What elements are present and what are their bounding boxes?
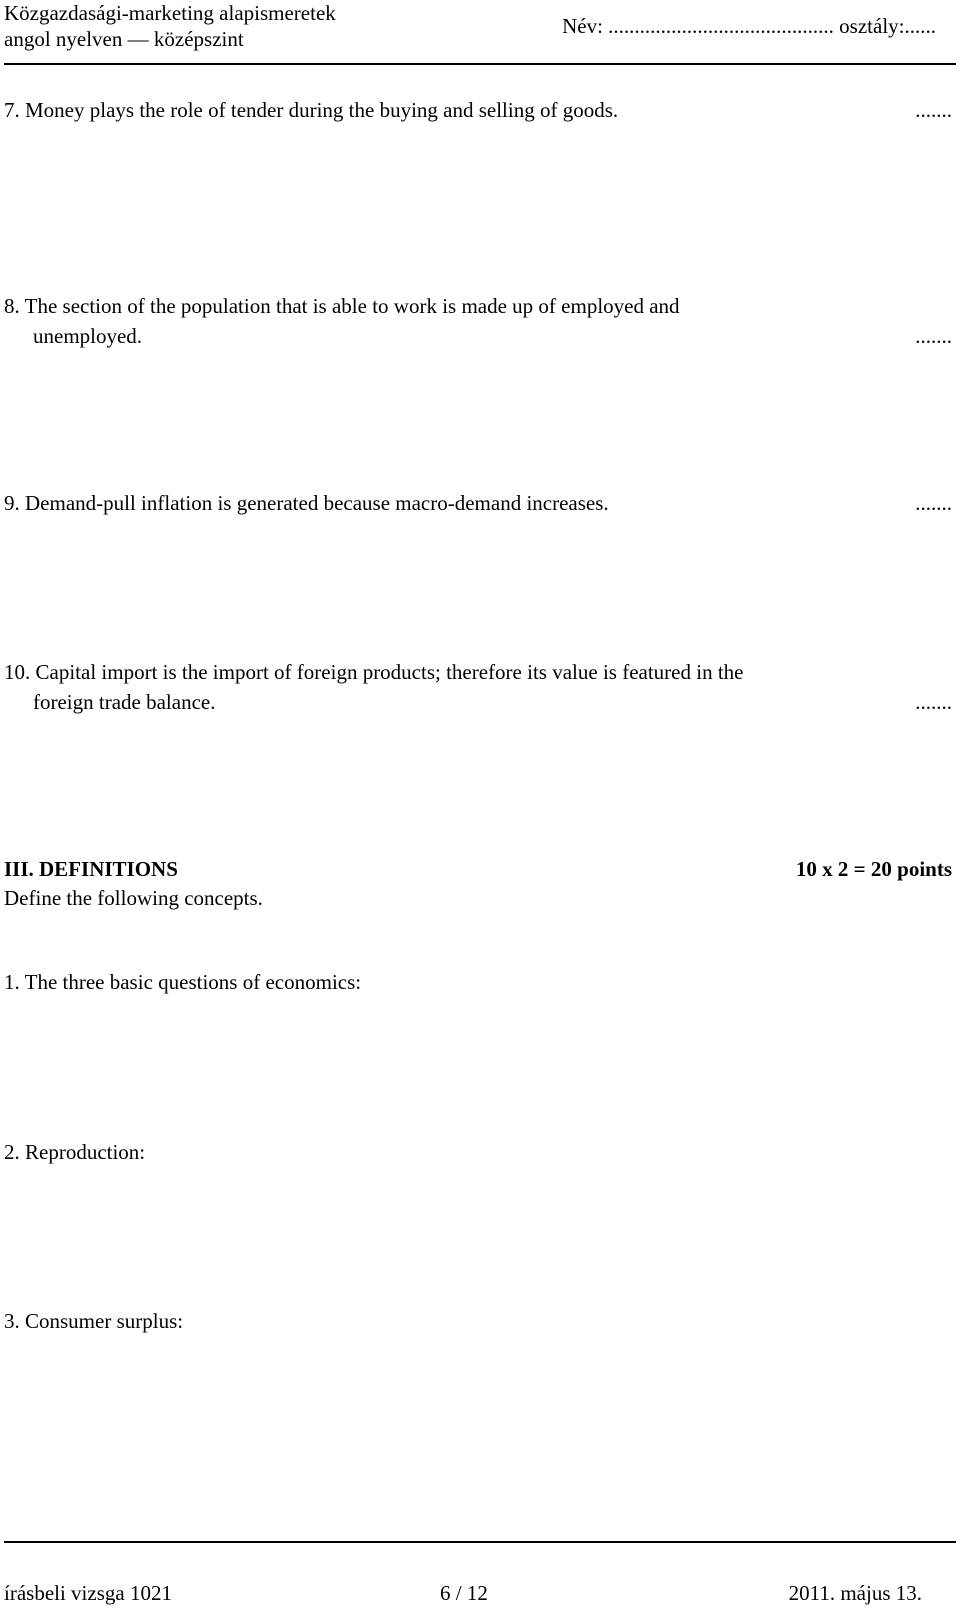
answer-blank: ....... (915, 690, 952, 714)
subject-level: angol nyelven — középszint (4, 27, 244, 51)
statement-item (4, 488, 952, 518)
exam-code: írásbeli vizsga 1021 (4, 1581, 172, 1605)
definition-prompt: 3. Consumer surplus: (4, 1309, 184, 1333)
statement-text: Capital import is the import of foreign products; therefore its value is featured in the (35, 660, 744, 684)
subject-title: Közgazdasági-marketing alapismeretek (4, 1, 336, 25)
page-number: 6 / 12 (440, 1581, 488, 1605)
answer-blank: ....... (915, 491, 952, 515)
statement-text: Demand-pull inflation is generated because macro-demand increases. (25, 491, 609, 515)
statement-number: 8. (4, 294, 20, 318)
statement-item (4, 657, 952, 717)
header-divider (4, 63, 956, 65)
section-points: 10 x 2 = 20 points (795, 857, 952, 881)
statement-number: 7. (4, 98, 20, 122)
statement-item (4, 291, 952, 351)
statement-number: 9. (4, 491, 20, 515)
statement-text: Money plays the role of tender during the buying and selling of goods. (25, 98, 619, 122)
name-class-field: Név: ........................................... osztály:...... (562, 14, 936, 38)
statement-text: The section of the population that is able to work is made up of employed and (24, 294, 680, 318)
statement-text-continued: unemployed. (33, 324, 143, 348)
statement-text-continued: foreign trade balance. (33, 690, 216, 714)
statement-number: 10. (4, 660, 31, 684)
statement-item (4, 95, 952, 125)
section-title: III. DEFINITIONS (4, 857, 178, 881)
answer-blank: ....... (915, 98, 952, 122)
answer-blank: ....... (915, 324, 952, 348)
definition-prompt: 2. Reproduction: (4, 1140, 146, 1164)
section-instruction: Define the following concepts. (4, 886, 263, 910)
definition-prompt: 1. The three basic questions of economics: (4, 970, 362, 994)
exam-date: 2011. május 13. (788, 1581, 922, 1605)
footer-divider (4, 1541, 956, 1543)
